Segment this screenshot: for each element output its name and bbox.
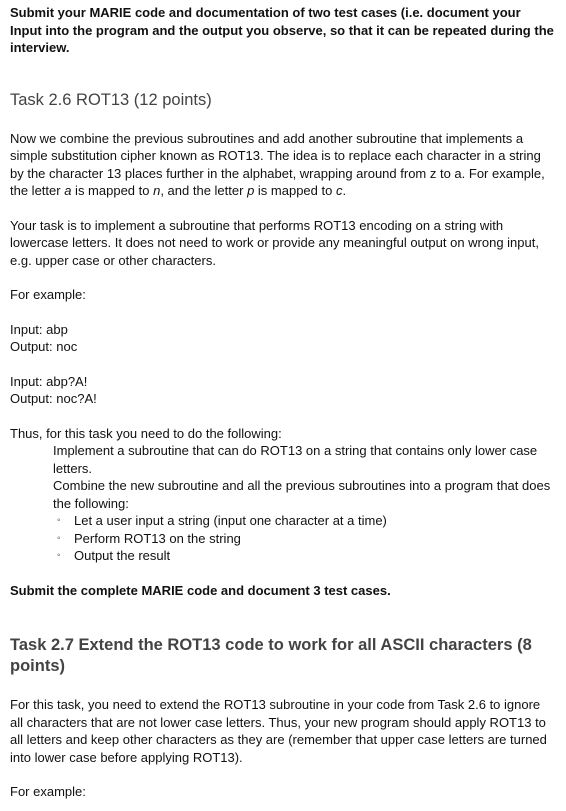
steps-intro: Thus, for this task you need to do the following: [10,425,282,441]
bullet-icon: ◦ [57,515,61,526]
task-2-7-heading: Task 2.7 Extend the ROT13 code to work for all ASCII characters (8 points) [10,636,532,675]
submission-instructions: Submit your MARIE code and documentation of two test cases (i.e. document your Input into the program and the output you observe, so that it can be repeated during the interview. [10,5,554,55]
example-2-output: Output: noc?A! [10,391,97,406]
task-2-6-submit-note: Submit the complete MARIE code and document 3 test cases. [10,582,391,598]
for-example-label: For example: [10,287,86,302]
task-2-7-for-example-label: For example: [10,784,86,799]
task-2-7-description: For this task, you need to extend the ROT13 subroutine in your code from Task 2.6 to ignore all characters that are not lower case letters. Thus, your new program should apply ROT13 to all letters and keep other characters as they are (remember that upper case letters are turned into lower case before applying ROT13). [10,697,547,765]
task-2-6-requirements: Your task is to implement a subroutine that performs ROT13 encoding on a string with lowercase letters. It does not need to work or provide any meaningful output on wrong input, e.g. upper case or other characters. [10,217,539,268]
example-2-input: Input: abp?A! [10,373,88,389]
list-item: ◦ Perform ROT13 on the string [57,530,241,546]
task-2-6-description: Now we combine the previous subroutines and add another subroutine that implements a simple substitution cipher known as ROT13. The idea is to replace each character in a string by the character 13 places further in the alphabet, wrapping around from z to a. For example, the letter a is mapped to n, and the letter p is mapped to c. [10,130,545,198]
example-1-input: Input: abp [10,321,68,337]
bullet-icon: ◦ [57,532,61,544]
step-implement-subroutine: Implement a subroutine that can do ROT13 on a string that contains only lower case letters. [53,443,538,476]
task-2-6-heading: Task 2.6 ROT13 (12 points) [10,90,212,109]
list-item: ◦ Let a user input a string (input one character at a time) [57,513,387,528]
bullet-icon: ◦ [57,550,61,561]
step-combine-subroutines: Combine the new subroutine and all the previous subroutines into a program that does the following: [53,478,551,511]
list-item: ◦ Output the result [57,548,171,563]
example-1-output: Output: noc [10,339,78,354]
substep-list [10,512,556,565]
